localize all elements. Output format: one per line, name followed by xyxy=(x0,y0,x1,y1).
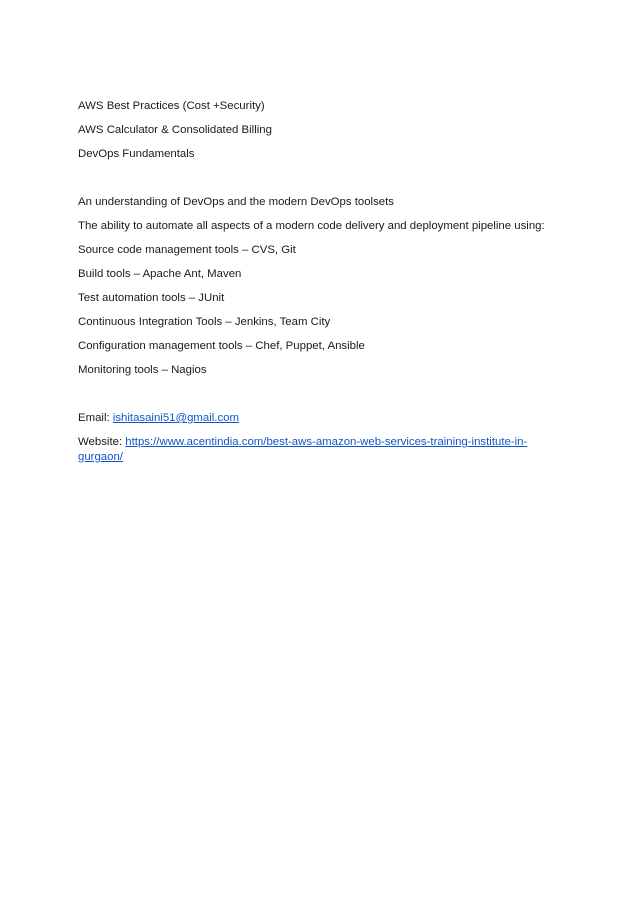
text-line: Test automation tools – JUnit xyxy=(78,292,225,304)
text-line: Continuous Integration Tools – Jenkins, Team City xyxy=(78,316,331,328)
text-line: The ability to automate all aspects of a modern code delivery and deployment pipeline using: xyxy=(78,220,545,232)
text-line: An understanding of DevOps and the modern DevOps toolsets xyxy=(78,196,394,208)
text-line: Build tools – Apache Ant, Maven xyxy=(78,268,242,280)
paragraph-spacer xyxy=(78,387,548,411)
email-label: Email: xyxy=(78,412,113,424)
text-line: Configuration management tools – Chef, Puppet, Ansible xyxy=(78,340,365,352)
text-line: DevOps Fundamentals xyxy=(78,148,195,160)
website-line xyxy=(78,435,548,465)
text-line: Monitoring tools – Nagios xyxy=(78,364,207,376)
email-line xyxy=(78,411,548,425)
website-link[interactable]: https://www.acentindia.com/best-aws-amazon-web-services-training-institute-in-gurgaon/ xyxy=(78,436,528,463)
text-line: AWS Best Practices (Cost +Security) xyxy=(78,100,265,112)
website-label: Website: xyxy=(78,436,126,448)
email-link[interactable]: ishitasaini51@gmail.com xyxy=(112,412,239,424)
document-body xyxy=(78,99,548,475)
text-line: Source code management tools – CVS, Git xyxy=(78,244,296,256)
paragraph-spacer xyxy=(78,171,548,195)
text-line: AWS Calculator & Consolidated Billing xyxy=(78,124,272,136)
